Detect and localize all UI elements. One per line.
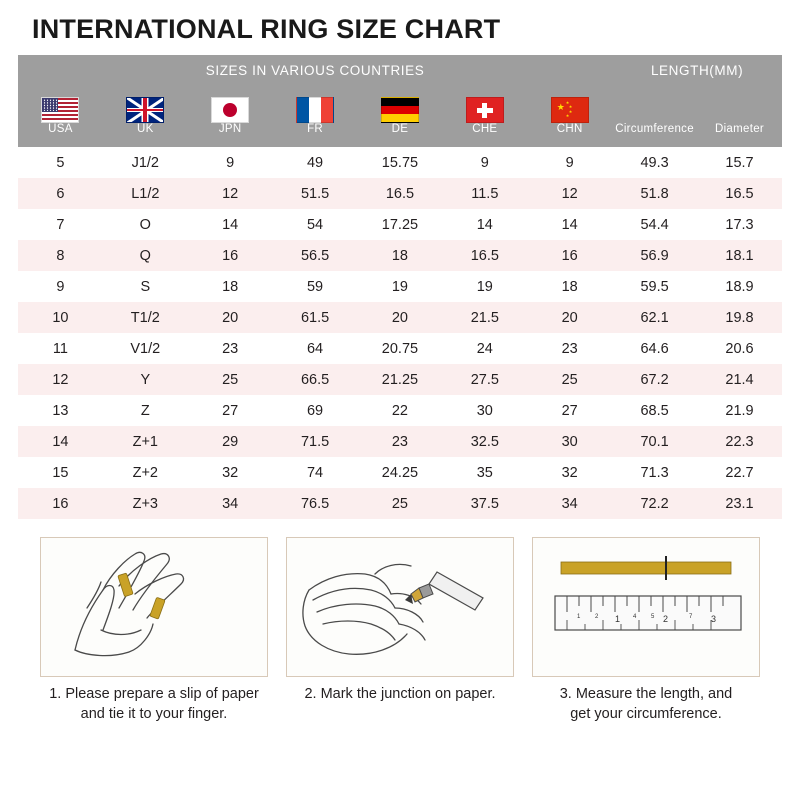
cell-usa: 10 bbox=[18, 302, 103, 333]
step-3-illustration bbox=[532, 537, 760, 677]
svg-text:1: 1 bbox=[577, 614, 581, 620]
cell-usa: 16 bbox=[18, 488, 103, 519]
cell-jpn: 16 bbox=[188, 240, 273, 271]
table-row bbox=[18, 395, 782, 426]
cell-circumference: 64.6 bbox=[612, 333, 697, 364]
step-1-caption bbox=[49, 685, 259, 724]
cell-usa: 8 bbox=[18, 240, 103, 271]
cell-uk: V1/2 bbox=[103, 333, 188, 364]
cell-jpn: 12 bbox=[188, 178, 273, 209]
page-title: INTERNATIONAL RING SIZE CHART bbox=[32, 14, 501, 44]
cell-uk: T1/2 bbox=[103, 302, 188, 333]
step-2-line-1: 2. Mark the junction on paper. bbox=[304, 686, 496, 702]
cell-fr: 69 bbox=[273, 395, 358, 426]
step-3 bbox=[532, 537, 760, 724]
cell-usa: 7 bbox=[18, 209, 103, 240]
cell-de: 15.75 bbox=[358, 147, 443, 178]
cell-fr: 51.5 bbox=[273, 178, 358, 209]
cell-che: 16.5 bbox=[442, 240, 527, 271]
flag-cell-jpn bbox=[188, 85, 273, 123]
measurement-steps bbox=[18, 537, 782, 724]
flag-cell-diameter bbox=[697, 85, 782, 123]
flag-germany-icon bbox=[381, 97, 419, 123]
table-row bbox=[18, 457, 782, 488]
cell-che: 21.5 bbox=[442, 302, 527, 333]
cell-che: 11.5 bbox=[442, 178, 527, 209]
cell-diameter: 21.4 bbox=[697, 364, 782, 395]
hand-marking-paper-icon bbox=[287, 538, 513, 676]
cell-che: 14 bbox=[442, 209, 527, 240]
svg-text:7: 7 bbox=[689, 614, 693, 620]
cell-chn: 23 bbox=[527, 333, 612, 364]
column-label-circumference: Circumference bbox=[612, 123, 697, 147]
column-label-row bbox=[18, 123, 782, 147]
column-label-chn: CHN bbox=[527, 123, 612, 147]
cell-chn: 18 bbox=[527, 271, 612, 302]
cell-uk: Y bbox=[103, 364, 188, 395]
cell-uk: O bbox=[103, 209, 188, 240]
group-header-row bbox=[18, 55, 782, 85]
step-3-caption bbox=[560, 685, 733, 724]
cell-diameter: 17.3 bbox=[697, 209, 782, 240]
cell-che: 37.5 bbox=[442, 488, 527, 519]
table-row bbox=[18, 302, 782, 333]
cell-uk: J1/2 bbox=[103, 147, 188, 178]
cell-circumference: 70.1 bbox=[612, 426, 697, 457]
cell-uk: Z+3 bbox=[103, 488, 188, 519]
flag-uk-icon bbox=[126, 97, 164, 123]
cell-jpn: 25 bbox=[188, 364, 273, 395]
svg-text:3: 3 bbox=[711, 614, 717, 624]
cell-circumference: 71.3 bbox=[612, 457, 697, 488]
cell-diameter: 18.9 bbox=[697, 271, 782, 302]
cell-jpn: 20 bbox=[188, 302, 273, 333]
ruler-measuring-icon bbox=[533, 538, 759, 676]
cell-chn: 27 bbox=[527, 395, 612, 426]
column-label-usa: USA bbox=[18, 123, 103, 147]
table-row bbox=[18, 209, 782, 240]
flag-china-icon: ★ ★ ★ ★ ★ bbox=[551, 97, 589, 123]
flag-cell-fr bbox=[273, 85, 358, 123]
cell-fr: 74 bbox=[273, 457, 358, 488]
cell-chn: 25 bbox=[527, 364, 612, 395]
cell-jpn: 32 bbox=[188, 457, 273, 488]
cell-diameter: 19.8 bbox=[697, 302, 782, 333]
cell-usa: 9 bbox=[18, 271, 103, 302]
cell-diameter: 21.9 bbox=[697, 395, 782, 426]
cell-diameter: 22.3 bbox=[697, 426, 782, 457]
svg-text:5: 5 bbox=[651, 614, 655, 620]
cell-jpn: 14 bbox=[188, 209, 273, 240]
cell-jpn: 18 bbox=[188, 271, 273, 302]
cell-fr: 64 bbox=[273, 333, 358, 364]
cell-circumference: 72.2 bbox=[612, 488, 697, 519]
flag-japan-icon bbox=[211, 97, 249, 123]
table-row bbox=[18, 426, 782, 457]
cell-jpn: 27 bbox=[188, 395, 273, 426]
cell-fr: 49 bbox=[273, 147, 358, 178]
cell-uk: Q bbox=[103, 240, 188, 271]
cell-che: 35 bbox=[442, 457, 527, 488]
step-1-illustration bbox=[40, 537, 268, 677]
cell-de: 16.5 bbox=[358, 178, 443, 209]
table-row bbox=[18, 364, 782, 395]
table-row bbox=[18, 333, 782, 364]
step-1-line-1: 1. Please prepare a slip of paper bbox=[49, 686, 259, 702]
cell-jpn: 23 bbox=[188, 333, 273, 364]
step-3-line-2: get your circumference. bbox=[570, 705, 722, 722]
cell-fr: 54 bbox=[273, 209, 358, 240]
cell-de: 19 bbox=[358, 271, 443, 302]
cell-che: 24 bbox=[442, 333, 527, 364]
cell-fr: 66.5 bbox=[273, 364, 358, 395]
cell-circumference: 51.8 bbox=[612, 178, 697, 209]
step-1 bbox=[40, 537, 268, 724]
cell-jpn: 34 bbox=[188, 488, 273, 519]
column-label-che: CHE bbox=[442, 123, 527, 147]
svg-text:2: 2 bbox=[663, 614, 669, 624]
group-header-length: LENGTH(MM) bbox=[612, 55, 782, 85]
ring-size-table bbox=[18, 55, 782, 519]
table-row bbox=[18, 271, 782, 302]
cell-che: 30 bbox=[442, 395, 527, 426]
cell-circumference: 62.1 bbox=[612, 302, 697, 333]
cell-jpn: 29 bbox=[188, 426, 273, 457]
cell-de: 17.25 bbox=[358, 209, 443, 240]
cell-de: 21.25 bbox=[358, 364, 443, 395]
cell-fr: 59 bbox=[273, 271, 358, 302]
cell-che: 27.5 bbox=[442, 364, 527, 395]
step-3-line-1: 3. Measure the length, and bbox=[559, 686, 733, 702]
flag-cell-chn bbox=[527, 85, 612, 123]
svg-text:2: 2 bbox=[595, 614, 599, 620]
cell-usa: 15 bbox=[18, 457, 103, 488]
table-body bbox=[18, 147, 782, 519]
cell-jpn: 9 bbox=[188, 147, 273, 178]
hand-with-paper-strip-icon bbox=[41, 538, 267, 676]
cell-uk: S bbox=[103, 271, 188, 302]
column-label-fr: FR bbox=[273, 123, 358, 147]
cell-de: 22 bbox=[358, 395, 443, 426]
column-label-jpn: JPN bbox=[188, 123, 273, 147]
cell-usa: 5 bbox=[18, 147, 103, 178]
cell-circumference: 49.3 bbox=[612, 147, 697, 178]
flag-france-icon bbox=[296, 97, 334, 123]
cell-uk: Z bbox=[103, 395, 188, 426]
group-header-sizes: SIZES IN VARIOUS COUNTRIES bbox=[18, 55, 612, 85]
flag-switzerland-icon bbox=[466, 97, 504, 123]
cell-usa: 14 bbox=[18, 426, 103, 457]
cell-de: 23 bbox=[358, 426, 443, 457]
cell-fr: 56.5 bbox=[273, 240, 358, 271]
column-label-diameter: Diameter bbox=[697, 123, 782, 147]
flag-usa-icon bbox=[41, 97, 79, 123]
cell-che: 32.5 bbox=[442, 426, 527, 457]
cell-diameter: 18.1 bbox=[697, 240, 782, 271]
cell-usa: 11 bbox=[18, 333, 103, 364]
cell-che: 19 bbox=[442, 271, 527, 302]
cell-chn: 20 bbox=[527, 302, 612, 333]
cell-usa: 12 bbox=[18, 364, 103, 395]
cell-usa: 6 bbox=[18, 178, 103, 209]
table-row bbox=[18, 147, 782, 178]
step-1-line-2: and tie it to your finger. bbox=[80, 705, 228, 722]
cell-diameter: 15.7 bbox=[697, 147, 782, 178]
cell-chn: 34 bbox=[527, 488, 612, 519]
flag-cell-circumference bbox=[612, 85, 697, 123]
cell-chn: 12 bbox=[527, 178, 612, 209]
cell-fr: 76.5 bbox=[273, 488, 358, 519]
cell-usa: 13 bbox=[18, 395, 103, 426]
cell-de: 24.25 bbox=[358, 457, 443, 488]
flag-cell-che bbox=[442, 85, 527, 123]
svg-text:4: 4 bbox=[633, 614, 637, 620]
column-label-uk: UK bbox=[103, 123, 188, 147]
table-row bbox=[18, 178, 782, 209]
cell-chn: 16 bbox=[527, 240, 612, 271]
cell-chn: 14 bbox=[527, 209, 612, 240]
flag-row bbox=[18, 85, 782, 123]
table-row bbox=[18, 240, 782, 271]
flag-cell-uk bbox=[103, 85, 188, 123]
cell-uk: L1/2 bbox=[103, 178, 188, 209]
cell-fr: 71.5 bbox=[273, 426, 358, 457]
cell-uk: Z+2 bbox=[103, 457, 188, 488]
table-row bbox=[18, 488, 782, 519]
cell-circumference: 68.5 bbox=[612, 395, 697, 426]
cell-che: 9 bbox=[442, 147, 527, 178]
cell-chn: 32 bbox=[527, 457, 612, 488]
cell-de: 25 bbox=[358, 488, 443, 519]
cell-diameter: 22.7 bbox=[697, 457, 782, 488]
column-label-de: DE bbox=[358, 123, 443, 147]
table-header bbox=[18, 55, 782, 147]
cell-diameter: 16.5 bbox=[697, 178, 782, 209]
cell-circumference: 59.5 bbox=[612, 271, 697, 302]
cell-diameter: 23.1 bbox=[697, 488, 782, 519]
step-2-illustration bbox=[286, 537, 514, 677]
cell-de: 20 bbox=[358, 302, 443, 333]
cell-circumference: 54.4 bbox=[612, 209, 697, 240]
flag-cell-de bbox=[358, 85, 443, 123]
flag-cell-usa bbox=[18, 85, 103, 123]
cell-fr: 61.5 bbox=[273, 302, 358, 333]
cell-chn: 30 bbox=[527, 426, 612, 457]
cell-de: 20.75 bbox=[358, 333, 443, 364]
cell-circumference: 67.2 bbox=[612, 364, 697, 395]
svg-text:1: 1 bbox=[615, 614, 621, 624]
step-2-caption bbox=[304, 685, 495, 705]
cell-de: 18 bbox=[358, 240, 443, 271]
cell-uk: Z+1 bbox=[103, 426, 188, 457]
cell-chn: 9 bbox=[527, 147, 612, 178]
cell-circumference: 56.9 bbox=[612, 240, 697, 271]
step-2 bbox=[286, 537, 514, 724]
cell-diameter: 20.6 bbox=[697, 333, 782, 364]
